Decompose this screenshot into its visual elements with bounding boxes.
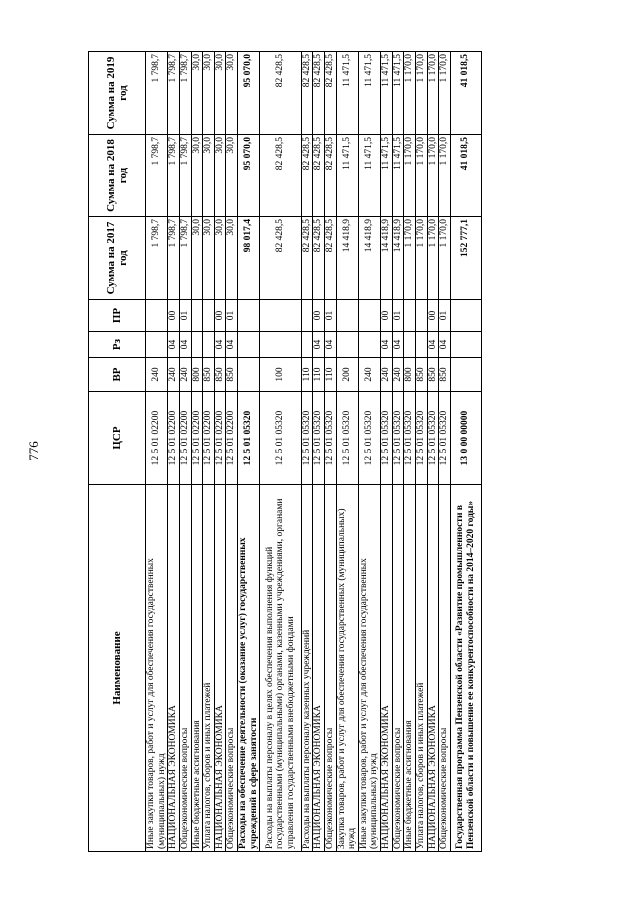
cell-s2019: 1 798,7 xyxy=(168,52,180,135)
cell-pr: 00 xyxy=(313,300,325,332)
cell-rz xyxy=(146,332,168,358)
cell-vr: 240 xyxy=(392,358,404,392)
cell-vr: 240 xyxy=(146,358,168,392)
cell-s2018: 1 798,7 xyxy=(168,135,180,217)
cell-rz: 04 xyxy=(226,332,238,358)
cell-csr: 12 5 01 05320 xyxy=(427,392,439,485)
cell-s2018: 11 471,5 xyxy=(392,135,404,217)
cell-rz xyxy=(203,332,215,358)
cell-s2019: 11 471,5 xyxy=(336,52,358,135)
cell-s2019: 1 170,0 xyxy=(427,52,439,135)
cell-s2017: 30,0 xyxy=(214,217,226,300)
cell-csr: 12 5 01 05320 xyxy=(439,392,451,485)
header-vr: ВР xyxy=(89,358,146,392)
cell-s2017: 1 170,0 xyxy=(404,217,416,300)
cell-s2019: 1 170,0 xyxy=(415,52,427,135)
cell-s2017: 1 170,0 xyxy=(427,217,439,300)
cell-csr: 12 5 01 02200 xyxy=(203,392,215,485)
cell-s2017: 30,0 xyxy=(191,217,203,300)
table-row xyxy=(260,52,301,852)
cell-vr: 100 xyxy=(260,358,301,392)
table-header-row xyxy=(89,52,146,852)
cell-csr: 12 5 01 05320 xyxy=(392,392,404,485)
cell-s2019: 30,0 xyxy=(191,52,203,135)
cell-pr: 00 xyxy=(381,300,393,332)
cell-rz: 04 xyxy=(381,332,393,358)
cell-name: Иные бюджетные ассигнования xyxy=(191,485,203,852)
cell-rz: 04 xyxy=(313,332,325,358)
cell-pr xyxy=(191,300,203,332)
cell-s2017: 1 170,0 xyxy=(415,217,427,300)
cell-s2018: 1 170,0 xyxy=(415,135,427,217)
cell-s2018: 11 471,5 xyxy=(336,135,358,217)
table-row xyxy=(214,52,226,852)
cell-s2018: 82 428,5 xyxy=(313,135,325,217)
cell-s2019: 11 471,5 xyxy=(358,52,380,135)
table-row xyxy=(336,52,358,852)
cell-s2019: 41 018,5 xyxy=(450,52,481,135)
cell-csr: 12 5 01 05320 xyxy=(238,392,260,485)
cell-s2017: 30,0 xyxy=(226,217,238,300)
cell-s2019: 30,0 xyxy=(226,52,238,135)
cell-pr: 01 xyxy=(392,300,404,332)
table-row xyxy=(226,52,238,852)
cell-name: Общеэкономические вопросы xyxy=(439,485,451,852)
header-sum-2018: Сумма на 2018 год xyxy=(89,135,146,217)
rotated-table-container xyxy=(88,52,566,852)
cell-rz: 04 xyxy=(214,332,226,358)
cell-s2018: 1 798,7 xyxy=(146,135,168,217)
cell-name: Общеэкономические вопросы xyxy=(324,485,336,852)
table-row xyxy=(238,52,260,852)
cell-name: Государственная программа Пензенской области «Развитие промышленности в Пензенской области и повышение ее конкурентоспособности на 2014–2020 годы» xyxy=(450,485,481,852)
cell-name: Общеэкономические вопросы xyxy=(179,485,191,852)
cell-s2017: 152 777,1 xyxy=(450,217,481,300)
cell-s2019: 30,0 xyxy=(203,52,215,135)
cell-vr: 850 xyxy=(427,358,439,392)
header-sum-2019: Сумма на 2019 год xyxy=(89,52,146,135)
cell-rz xyxy=(301,332,313,358)
cell-csr: 12 5 01 05320 xyxy=(336,392,358,485)
cell-name: Расходы на выплаты персоналу казенных учреждений xyxy=(301,485,313,852)
table-row xyxy=(404,52,416,852)
page-number: 776 xyxy=(26,441,41,461)
cell-s2017: 1 170,0 xyxy=(439,217,451,300)
cell-s2018: 41 018,5 xyxy=(450,135,481,217)
cell-s2018: 1 170,0 xyxy=(439,135,451,217)
cell-s2018: 82 428,5 xyxy=(260,135,301,217)
cell-s2019: 95 070,0 xyxy=(238,52,260,135)
cell-csr: 12 5 01 05320 xyxy=(415,392,427,485)
cell-s2017: 82 428,5 xyxy=(260,217,301,300)
cell-csr: 12 5 01 05320 xyxy=(324,392,336,485)
cell-s2018: 30,0 xyxy=(191,135,203,217)
cell-name: НАЦИОНАЛЬНАЯ ЭКОНОМИКА xyxy=(168,485,180,852)
cell-vr: 200 xyxy=(336,358,358,392)
cell-s2017: 30,0 xyxy=(203,217,215,300)
cell-csr: 12 5 01 05320 xyxy=(404,392,416,485)
cell-s2018: 82 428,5 xyxy=(301,135,313,217)
cell-s2017: 1 798,7 xyxy=(146,217,168,300)
cell-vr: 850 xyxy=(226,358,238,392)
cell-pr: 01 xyxy=(179,300,191,332)
cell-rz xyxy=(336,332,358,358)
cell-vr: 850 xyxy=(203,358,215,392)
cell-name: НАЦИОНАЛЬНАЯ ЭКОНОМИКА xyxy=(381,485,393,852)
cell-name: Иные закупки товаров, работ и услуг для обеспечения государственных (муниципальных) нужд xyxy=(146,485,168,852)
cell-name: НАЦИОНАЛЬНАЯ ЭКОНОМИКА xyxy=(427,485,439,852)
table-row xyxy=(301,52,313,852)
cell-name: Расходы на выплаты персоналу в целях обеспечения выполнения функций государственными (муниципальными) органами, казенными учреждениями, органами управления государственными внебюджетными фондами xyxy=(260,485,301,852)
header-name: Наименование xyxy=(89,485,146,852)
cell-pr: 01 xyxy=(324,300,336,332)
cell-s2017: 14 418,9 xyxy=(392,217,404,300)
cell-csr: 12 5 01 02200 xyxy=(168,392,180,485)
cell-csr: 12 5 01 02200 xyxy=(191,392,203,485)
cell-s2018: 1 798,7 xyxy=(179,135,191,217)
cell-vr xyxy=(238,358,260,392)
table-row xyxy=(427,52,439,852)
cell-name: НАЦИОНАЛЬНАЯ ЭКОНОМИКА xyxy=(214,485,226,852)
cell-pr: 01 xyxy=(439,300,451,332)
cell-s2018: 11 471,5 xyxy=(358,135,380,217)
cell-rz: 04 xyxy=(168,332,180,358)
cell-name: Общеэкономические вопросы xyxy=(392,485,404,852)
cell-csr: 12 5 01 05320 xyxy=(358,392,380,485)
cell-csr: 12 5 01 05320 xyxy=(381,392,393,485)
cell-s2017: 82 428,5 xyxy=(324,217,336,300)
cell-s2019: 82 428,5 xyxy=(313,52,325,135)
cell-csr: 12 5 01 02200 xyxy=(146,392,168,485)
cell-pr xyxy=(260,300,301,332)
cell-name: Иные закупки товаров, работ и услуг для обеспечения государственных (муниципальных) нужд xyxy=(358,485,380,852)
cell-pr xyxy=(415,300,427,332)
cell-vr: 850 xyxy=(439,358,451,392)
header-sum-2017: Сумма на 2017 год xyxy=(89,217,146,300)
header-rz: Рз xyxy=(89,332,146,358)
cell-rz: 04 xyxy=(324,332,336,358)
cell-s2019: 1 170,0 xyxy=(404,52,416,135)
cell-s2019: 82 428,5 xyxy=(260,52,301,135)
header-pr: ПР xyxy=(89,300,146,332)
cell-pr: 00 xyxy=(168,300,180,332)
budget-table xyxy=(88,51,482,852)
cell-s2018: 30,0 xyxy=(226,135,238,217)
cell-csr: 12 5 01 02200 xyxy=(226,392,238,485)
cell-s2017: 82 428,5 xyxy=(301,217,313,300)
cell-pr xyxy=(238,300,260,332)
table-row xyxy=(450,52,481,852)
cell-vr: 800 xyxy=(191,358,203,392)
cell-s2017: 14 418,9 xyxy=(381,217,393,300)
table-row xyxy=(324,52,336,852)
cell-rz: 04 xyxy=(179,332,191,358)
cell-pr xyxy=(358,300,380,332)
cell-pr xyxy=(404,300,416,332)
cell-s2018: 30,0 xyxy=(203,135,215,217)
cell-pr xyxy=(203,300,215,332)
cell-name: Иные бюджетные ассигнования xyxy=(404,485,416,852)
cell-s2017: 1 798,7 xyxy=(179,217,191,300)
cell-s2019: 1 170,0 xyxy=(439,52,451,135)
table-body xyxy=(146,52,482,852)
cell-s2017: 14 418,9 xyxy=(358,217,380,300)
table-row xyxy=(439,52,451,852)
cell-s2019: 82 428,5 xyxy=(301,52,313,135)
cell-s2019: 11 471,5 xyxy=(392,52,404,135)
cell-pr: 00 xyxy=(427,300,439,332)
cell-pr: 00 xyxy=(214,300,226,332)
cell-rz xyxy=(404,332,416,358)
cell-name: Расходы на обеспечение деятельности (оказание услуг) государственных учреждений в сфере занятости xyxy=(238,485,260,852)
cell-rz xyxy=(358,332,380,358)
table-row xyxy=(179,52,191,852)
cell-s2018: 95 070,0 xyxy=(238,135,260,217)
cell-rz xyxy=(191,332,203,358)
cell-pr xyxy=(146,300,168,332)
cell-vr: 240 xyxy=(168,358,180,392)
cell-csr: 12 5 01 05320 xyxy=(260,392,301,485)
cell-name: Общеэкономические вопросы xyxy=(226,485,238,852)
cell-csr: 12 5 01 05320 xyxy=(313,392,325,485)
cell-s2017: 14 418,9 xyxy=(336,217,358,300)
table-row xyxy=(191,52,203,852)
cell-s2019: 11 471,5 xyxy=(381,52,393,135)
cell-vr: 240 xyxy=(381,358,393,392)
table-row xyxy=(392,52,404,852)
table-row xyxy=(415,52,427,852)
cell-vr: 240 xyxy=(358,358,380,392)
cell-name: Закупка товаров, работ и услуг для обеспечения государственных (муниципальных) нужд xyxy=(336,485,358,852)
cell-s2018: 82 428,5 xyxy=(324,135,336,217)
cell-rz: 04 xyxy=(427,332,439,358)
cell-rz xyxy=(260,332,301,358)
header-csr: ЦСР xyxy=(89,392,146,485)
cell-name: Уплата налогов, сборов и иных платежей xyxy=(415,485,427,852)
cell-vr xyxy=(450,358,481,392)
cell-rz xyxy=(415,332,427,358)
cell-rz xyxy=(450,332,481,358)
cell-s2018: 1 170,0 xyxy=(404,135,416,217)
cell-vr: 240 xyxy=(179,358,191,392)
cell-csr: 12 5 01 05320 xyxy=(301,392,313,485)
cell-vr: 110 xyxy=(313,358,325,392)
cell-vr: 110 xyxy=(324,358,336,392)
cell-csr: 12 5 01 02200 xyxy=(179,392,191,485)
cell-s2019: 1 798,7 xyxy=(179,52,191,135)
cell-vr: 800 xyxy=(404,358,416,392)
table-row xyxy=(203,52,215,852)
cell-name: Уплата налогов, сборов и иных платежей xyxy=(203,485,215,852)
table-row xyxy=(381,52,393,852)
cell-vr: 110 xyxy=(301,358,313,392)
cell-s2017: 82 428,5 xyxy=(313,217,325,300)
cell-vr: 850 xyxy=(415,358,427,392)
cell-s2019: 82 428,5 xyxy=(324,52,336,135)
cell-rz: 04 xyxy=(392,332,404,358)
cell-s2018: 11 471,5 xyxy=(381,135,393,217)
cell-s2017: 98 017,4 xyxy=(238,217,260,300)
cell-s2019: 30,0 xyxy=(214,52,226,135)
cell-rz xyxy=(238,332,260,358)
cell-pr xyxy=(301,300,313,332)
cell-pr xyxy=(336,300,358,332)
table-row xyxy=(146,52,168,852)
cell-pr: 01 xyxy=(226,300,238,332)
cell-pr xyxy=(450,300,481,332)
cell-csr: 12 5 01 02200 xyxy=(214,392,226,485)
cell-s2018: 1 170,0 xyxy=(427,135,439,217)
table-row xyxy=(313,52,325,852)
cell-rz: 04 xyxy=(439,332,451,358)
cell-s2018: 30,0 xyxy=(214,135,226,217)
table-row xyxy=(358,52,380,852)
cell-csr: 13 0 00 00000 xyxy=(450,392,481,485)
cell-vr: 850 xyxy=(214,358,226,392)
cell-s2019: 1 798,7 xyxy=(146,52,168,135)
table-row xyxy=(168,52,180,852)
cell-name: НАЦИОНАЛЬНАЯ ЭКОНОМИКА xyxy=(313,485,325,852)
cell-s2017: 1 798,7 xyxy=(168,217,180,300)
